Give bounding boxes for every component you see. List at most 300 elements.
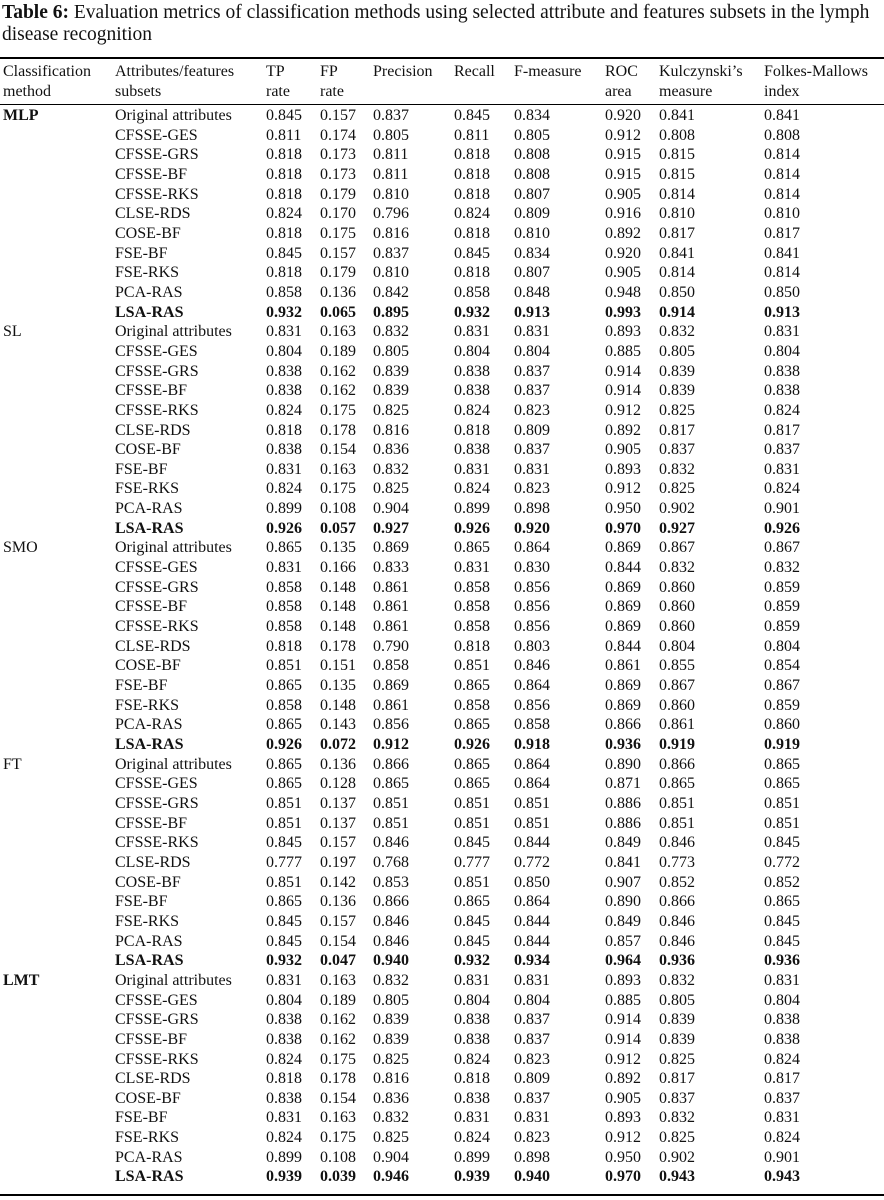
metric-value: 0.834 (514, 244, 550, 262)
metric-value: 0.824 (764, 480, 800, 498)
metric-value: 0.831 (266, 559, 302, 577)
metric-value: 0.845 (764, 834, 800, 852)
metric-value: 0.856 (514, 618, 550, 636)
metric-value: 0.825 (659, 1129, 695, 1147)
classification-method (0, 794, 115, 814)
metric-value: 0.867 (764, 539, 800, 557)
bottom-rule (0, 1194, 884, 1196)
table-row (0, 519, 884, 539)
metric-value: 0.824 (454, 401, 490, 419)
metric-value: 0.838 (764, 382, 800, 400)
column-header (605, 59, 659, 106)
metric-value: 0.866 (605, 716, 641, 734)
metric-value: 0.838 (454, 441, 490, 459)
column-header-line: Recall (454, 63, 495, 80)
metric-value: 0.932 (454, 303, 490, 321)
metric-value: 0.846 (373, 932, 409, 950)
metric-value: 0.926 (764, 519, 800, 537)
metric-value: 0.899 (266, 500, 302, 518)
attribute-subset: CLSE-RDS (115, 421, 191, 439)
metric-value: 0.856 (514, 696, 550, 714)
column-header-line: Kulczynski’s (659, 63, 743, 80)
metric-value: 0.858 (454, 283, 490, 301)
classification-method (0, 1167, 115, 1187)
classification-method (0, 362, 115, 382)
metric-value: 0.818 (266, 264, 302, 282)
metric-value: 0.154 (320, 932, 356, 950)
metric-value: 0.912 (605, 480, 641, 498)
metric-value: 0.837 (514, 382, 550, 400)
attribute-subset: CFSSE-GRS (115, 146, 199, 164)
metric-value: 0.841 (764, 107, 800, 124)
metric-value: 0.173 (320, 146, 356, 164)
metric-value: 0.893 (605, 971, 641, 989)
metric-value: 0.856 (373, 716, 409, 734)
metric-value: 0.901 (764, 500, 800, 518)
metric-value: 0.817 (659, 1070, 695, 1088)
metric-value: 0.837 (514, 1030, 550, 1048)
metric-value: 0.893 (605, 1109, 641, 1127)
classification-method: SL (3, 323, 22, 341)
metric-value: 0.845 (454, 244, 490, 262)
metric-value: 0.166 (320, 559, 356, 577)
metric-value: 0.905 (605, 185, 641, 203)
classification-method (0, 617, 115, 637)
attribute-subset: CLSE-RDS (115, 853, 191, 871)
metric-value: 0.162 (320, 362, 356, 380)
metric-value: 0.831 (514, 971, 550, 989)
metric-value: 0.841 (659, 244, 695, 262)
metric-value: 0.173 (320, 165, 356, 183)
metric-value: 0.851 (373, 814, 409, 832)
attribute-subset: FSE-RKS (115, 1129, 180, 1147)
classification-method (0, 578, 115, 598)
metric-value: 0.912 (605, 1129, 641, 1147)
metric-value: 0.818 (454, 1070, 490, 1088)
attribute-subset: Original attributes (115, 755, 232, 773)
metric-value: 0.831 (454, 1109, 490, 1127)
metric-value: 0.838 (266, 382, 302, 400)
metric-value: 0.845 (454, 912, 490, 930)
metric-value: 0.838 (266, 362, 302, 380)
metric-value: 0.803 (514, 637, 550, 655)
column-header-line: FP (320, 63, 338, 80)
metric-value: 0.844 (605, 559, 641, 577)
metric-value: 0.816 (373, 1070, 409, 1088)
metric-value: 0.893 (605, 460, 641, 478)
metric-value: 0.810 (659, 205, 695, 223)
metric-value: 0.818 (266, 185, 302, 203)
metric-value: 0.844 (514, 932, 550, 950)
metric-value: 0.858 (266, 696, 302, 714)
metric-value: 0.143 (320, 716, 356, 734)
attribute-subset: FSE-RKS (115, 696, 180, 714)
attribute-subset: CLSE-RDS (115, 205, 191, 223)
metric-value: 0.907 (605, 873, 641, 891)
column-header (764, 59, 884, 106)
attribute-subset: FSE-RKS (115, 264, 180, 282)
metric-value: 0.818 (454, 224, 490, 242)
metric-value: 0.913 (514, 303, 550, 321)
metric-value: 0.851 (764, 814, 800, 832)
metric-value: 0.920 (605, 107, 641, 124)
metric-value: 0.818 (266, 421, 302, 439)
metric-value: 0.811 (454, 126, 490, 144)
metric-value: 0.189 (320, 342, 356, 360)
metric-value: 0.859 (764, 696, 800, 714)
column-header-line: Precision (373, 63, 433, 80)
metric-value: 0.804 (764, 342, 800, 360)
metric-value: 0.814 (764, 185, 800, 203)
attribute-subset: CFSSE-BF (115, 814, 188, 832)
metric-value: 0.851 (266, 657, 302, 675)
classification-method (0, 1148, 115, 1168)
metric-value: 0.850 (764, 283, 800, 301)
classification-method (0, 165, 115, 185)
column-header (320, 59, 373, 106)
classification-method (0, 263, 115, 283)
metric-value: 0.867 (659, 539, 695, 557)
metric-value: 0.846 (373, 912, 409, 930)
metric-value: 0.950 (605, 1148, 641, 1166)
metric-value: 0.805 (373, 991, 409, 1009)
metric-value: 0.851 (514, 794, 550, 812)
metric-value: 0.920 (514, 519, 550, 537)
metric-value: 0.892 (605, 224, 641, 242)
metric-value: 0.851 (514, 814, 550, 832)
classification-method (0, 991, 115, 1011)
metric-value: 0.838 (266, 1011, 302, 1029)
metric-value: 0.886 (605, 814, 641, 832)
classification-method (0, 656, 115, 676)
metric-value: 0.805 (373, 342, 409, 360)
table-row (0, 873, 884, 893)
table-row (0, 263, 884, 283)
caption-label: Table 6: (2, 2, 70, 23)
classification-method (0, 244, 115, 264)
metric-value: 0.057 (320, 519, 356, 537)
metric-value: 0.162 (320, 382, 356, 400)
column-header-line: rate (266, 83, 290, 100)
metric-value: 0.865 (373, 775, 409, 793)
table-row (0, 735, 884, 755)
metric-value: 0.839 (659, 1011, 695, 1029)
metric-value: 0.841 (605, 853, 641, 871)
metric-value: 0.805 (659, 991, 695, 1009)
table-row (0, 794, 884, 814)
table-row (0, 224, 884, 244)
attribute-subset: FSE-RKS (115, 480, 180, 498)
column-header-line: measure (659, 83, 713, 100)
metric-value: 0.916 (605, 205, 641, 223)
metric-value: 0.807 (514, 185, 550, 203)
metric-value: 0.814 (764, 146, 800, 164)
column-header-line: area (605, 83, 632, 100)
metric-value: 0.039 (320, 1168, 356, 1186)
metric-value: 0.162 (320, 1011, 356, 1029)
metric-value: 0.814 (764, 264, 800, 282)
table-row (0, 106, 884, 126)
column-header-line: F-measure (514, 63, 582, 80)
metric-value: 0.844 (605, 637, 641, 655)
metric-value: 0.175 (320, 1050, 356, 1068)
metric-value: 0.852 (659, 873, 695, 891)
column-header-line: rate (320, 83, 344, 100)
table-row (0, 185, 884, 205)
metric-value: 0.858 (373, 657, 409, 675)
attribute-subset: CFSSE-BF (115, 1030, 188, 1048)
metric-value: 0.163 (320, 460, 356, 478)
metric-value: 0.824 (266, 480, 302, 498)
metric-value: 0.858 (266, 598, 302, 616)
table-row (0, 1128, 884, 1148)
classification-method (0, 224, 115, 244)
metric-value: 0.948 (605, 283, 641, 301)
metric-value: 0.905 (605, 441, 641, 459)
metric-value: 0.841 (764, 244, 800, 262)
metric-value: 0.865 (764, 775, 800, 793)
metric-value: 0.815 (659, 146, 695, 164)
metric-value: 0.865 (764, 893, 800, 911)
table-row (0, 381, 884, 401)
metric-value: 0.861 (373, 696, 409, 714)
metric-value: 0.856 (514, 578, 550, 596)
column-header (659, 59, 764, 106)
metric-value: 0.804 (454, 991, 490, 1009)
metric-value: 0.818 (266, 165, 302, 183)
metric-value: 0.832 (373, 1109, 409, 1127)
table-row (0, 322, 884, 342)
metric-value: 0.914 (605, 1011, 641, 1029)
table-row (0, 1108, 884, 1128)
table-row (0, 479, 884, 499)
table-row (0, 617, 884, 637)
metric-value: 0.804 (514, 342, 550, 360)
classification-method (0, 519, 115, 539)
metric-value: 0.940 (373, 952, 409, 970)
metric-value: 0.818 (266, 224, 302, 242)
classification-method (0, 342, 115, 362)
attribute-subset: CFSSE-GES (115, 775, 198, 793)
classification-method (0, 1069, 115, 1089)
metric-value: 0.849 (605, 834, 641, 852)
metric-value: 0.837 (514, 1011, 550, 1029)
metric-value: 0.831 (266, 971, 302, 989)
metric-value: 0.824 (266, 205, 302, 223)
metric-value: 0.915 (605, 146, 641, 164)
metric-value: 0.851 (659, 814, 695, 832)
classification-method (0, 1089, 115, 1109)
attribute-subset: FSE-RKS (115, 912, 180, 930)
metric-value: 0.817 (764, 1070, 800, 1088)
metric-value: 0.772 (514, 853, 550, 871)
classification-method (0, 873, 115, 893)
metric-value: 0.885 (605, 342, 641, 360)
metric-value: 0.824 (266, 401, 302, 419)
table-row (0, 696, 884, 716)
metric-value: 0.851 (373, 794, 409, 812)
metric-value: 0.865 (266, 893, 302, 911)
table-row (0, 204, 884, 224)
metric-value: 0.135 (320, 539, 356, 557)
metric-value: 0.865 (266, 677, 302, 695)
column-header (454, 59, 514, 106)
metric-value: 0.839 (373, 362, 409, 380)
attribute-subset: Original attributes (115, 971, 232, 989)
metric-value: 0.163 (320, 1109, 356, 1127)
metric-value: 0.851 (454, 794, 490, 812)
metric-value: 0.824 (454, 1050, 490, 1068)
metric-value: 0.858 (514, 716, 550, 734)
metric-value: 0.814 (764, 165, 800, 183)
metric-value: 0.845 (454, 107, 490, 124)
metric-value: 0.810 (514, 224, 550, 242)
metric-value: 0.825 (373, 480, 409, 498)
metric-value: 0.832 (659, 323, 695, 341)
metric-value: 0.899 (454, 500, 490, 518)
metric-value: 0.839 (659, 1030, 695, 1048)
classification-method: FT (3, 755, 22, 773)
metric-value: 0.869 (605, 598, 641, 616)
metric-value: 0.817 (764, 224, 800, 242)
metric-value: 0.919 (764, 736, 800, 753)
metric-value: 0.853 (373, 873, 409, 891)
classification-method (0, 696, 115, 716)
metric-value: 0.804 (266, 991, 302, 1009)
attribute-subset: CFSSE-RKS (115, 401, 199, 419)
classification-method (0, 892, 115, 912)
metric-value: 0.824 (454, 480, 490, 498)
metric-value: 0.859 (764, 618, 800, 636)
metric-value: 0.790 (373, 637, 409, 655)
metric-value: 0.842 (373, 283, 409, 301)
metric-value: 0.914 (605, 1030, 641, 1048)
metric-value: 0.865 (454, 539, 490, 557)
metric-value: 0.163 (320, 971, 356, 989)
classification-method: SMO (3, 539, 38, 557)
metric-value: 0.823 (514, 480, 550, 498)
classification-method (0, 597, 115, 617)
attribute-subset: CFSSE-BF (115, 165, 188, 183)
metric-value: 0.823 (514, 1050, 550, 1068)
metric-value: 0.898 (514, 1148, 550, 1166)
metric-value: 0.809 (514, 1070, 550, 1088)
table-row (0, 165, 884, 185)
metric-value: 0.831 (514, 323, 550, 341)
metric-value: 0.851 (454, 814, 490, 832)
metric-value: 0.808 (764, 126, 800, 144)
table-row (0, 578, 884, 598)
metric-value: 0.860 (764, 716, 800, 734)
metric-value: 0.831 (514, 460, 550, 478)
attribute-subset: CFSSE-GRS (115, 578, 199, 596)
attribute-subset: CLSE-RDS (115, 1070, 191, 1088)
metric-value: 0.816 (373, 421, 409, 439)
metric-value: 0.890 (605, 893, 641, 911)
attribute-subset: CFSSE-GES (115, 342, 198, 360)
metric-value: 0.831 (266, 323, 302, 341)
metric-value: 0.178 (320, 421, 356, 439)
classification-method (0, 833, 115, 853)
metric-value: 0.836 (373, 441, 409, 459)
metric-value: 0.108 (320, 500, 356, 518)
metric-value: 0.816 (373, 224, 409, 242)
metric-value: 0.844 (514, 912, 550, 930)
classification-method (0, 558, 115, 578)
classification-method (0, 440, 115, 460)
metric-value: 0.898 (514, 500, 550, 518)
metric-value: 0.128 (320, 775, 356, 793)
metric-value: 0.861 (373, 578, 409, 596)
metric-value: 0.804 (454, 342, 490, 360)
metric-value: 0.864 (514, 893, 550, 911)
metric-value: 0.919 (659, 736, 695, 753)
metric-value: 0.825 (373, 1050, 409, 1068)
table-row (0, 342, 884, 362)
classification-method (0, 676, 115, 696)
attribute-subset: LSA-RAS (115, 1168, 184, 1186)
table-row (0, 126, 884, 146)
metric-value: 0.869 (373, 677, 409, 695)
attribute-subset: COSE-BF (115, 441, 181, 459)
metric-value: 0.851 (266, 873, 302, 891)
metric-value: 0.837 (514, 441, 550, 459)
metric-value: 0.936 (659, 952, 695, 970)
metric-value: 0.905 (605, 1089, 641, 1107)
metric-value: 0.912 (605, 401, 641, 419)
metric-value: 0.838 (454, 1030, 490, 1048)
metric-value: 0.832 (659, 971, 695, 989)
caption-text: Evaluation metrics of classification methods using selected attribute and features subsets in the lymph disease recognition (2, 2, 870, 45)
metric-value: 0.858 (454, 696, 490, 714)
metric-value: 0.178 (320, 637, 356, 655)
metric-value: 0.175 (320, 480, 356, 498)
metric-value: 0.869 (373, 539, 409, 557)
attribute-subset: COSE-BF (115, 1089, 181, 1107)
metric-value: 0.915 (605, 165, 641, 183)
metric-value: 0.841 (659, 107, 695, 124)
metric-value: 0.831 (514, 1109, 550, 1127)
attribute-subset: COSE-BF (115, 873, 181, 891)
table-row (0, 971, 884, 991)
metric-value: 0.148 (320, 696, 356, 714)
classification-method: MLP (3, 107, 39, 124)
table-row (0, 951, 884, 971)
metric-value: 0.858 (454, 598, 490, 616)
metric-value: 0.839 (373, 382, 409, 400)
attribute-subset: PCA-RAS (115, 1148, 183, 1166)
metric-value: 0.920 (605, 244, 641, 262)
metric-value: 0.936 (764, 952, 800, 970)
metric-value: 0.943 (764, 1168, 800, 1186)
column-header (115, 59, 266, 106)
metric-value: 0.861 (659, 716, 695, 734)
metric-value: 0.866 (373, 893, 409, 911)
metric-value: 0.838 (764, 1030, 800, 1048)
metric-value: 0.818 (266, 637, 302, 655)
metric-value: 0.837 (373, 107, 409, 124)
metric-value: 0.866 (373, 755, 409, 773)
metric-value: 0.174 (320, 126, 356, 144)
column-header (266, 59, 320, 106)
metric-value: 0.851 (764, 794, 800, 812)
metric-value: 0.157 (320, 244, 356, 262)
metrics-table (0, 59, 884, 1187)
metric-value: 0.831 (764, 323, 800, 341)
table-row (0, 440, 884, 460)
classification-method (0, 814, 115, 834)
metric-value: 0.970 (605, 1168, 641, 1186)
